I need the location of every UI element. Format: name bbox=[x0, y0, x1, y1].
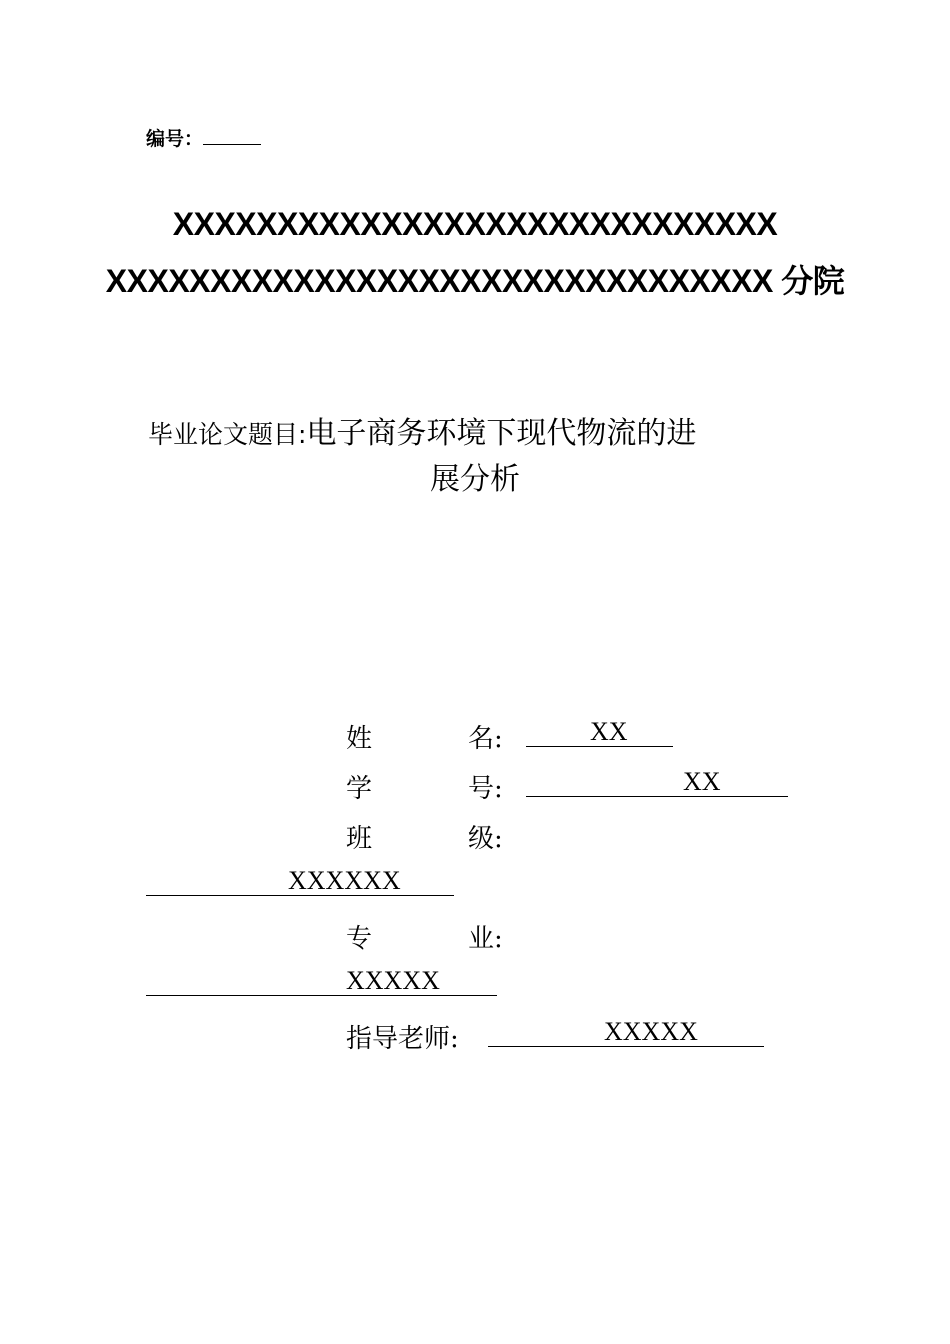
serial-label: 编号： bbox=[146, 128, 204, 150]
class-label-b: 级: bbox=[468, 824, 503, 854]
class-value: XXXXXX bbox=[288, 866, 401, 895]
major-underline bbox=[146, 995, 497, 996]
name-label-a: 姓 bbox=[346, 724, 373, 754]
student-id-label-a: 学 bbox=[346, 774, 373, 804]
thesis-label: 毕业论文题目: bbox=[148, 420, 307, 449]
name-value: XX bbox=[590, 717, 628, 746]
student-id-underline bbox=[526, 796, 788, 797]
thesis-title-part1: 电子商务环境下现代物流的进 bbox=[306, 416, 697, 451]
major-label-b: 业: bbox=[468, 924, 503, 954]
class-label-a: 班 bbox=[346, 824, 373, 854]
thesis-title-part2: 展分析 bbox=[430, 462, 520, 497]
student-id-value: XX bbox=[683, 767, 721, 796]
institution-line-2: XXXXXXXXXXXXXXXXXXXXXXXXXXXXXXXX 分院 bbox=[105, 263, 845, 299]
student-id-label-b: 号: bbox=[468, 774, 503, 804]
name-label-b: 名: bbox=[468, 724, 503, 754]
advisor-label: 指导老师: bbox=[346, 1024, 459, 1054]
serial-number bbox=[146, 124, 261, 151]
advisor-value: XXXXX bbox=[604, 1017, 698, 1046]
serial-blank bbox=[203, 126, 261, 145]
thesis-title-line-1 bbox=[148, 408, 696, 452]
institution-line-1: XXXXXXXXXXXXXXXXXXXXXXXXXXXXX bbox=[172, 206, 778, 242]
major-label-a: 专 bbox=[346, 924, 373, 954]
major-value: XXXXX bbox=[346, 966, 440, 995]
